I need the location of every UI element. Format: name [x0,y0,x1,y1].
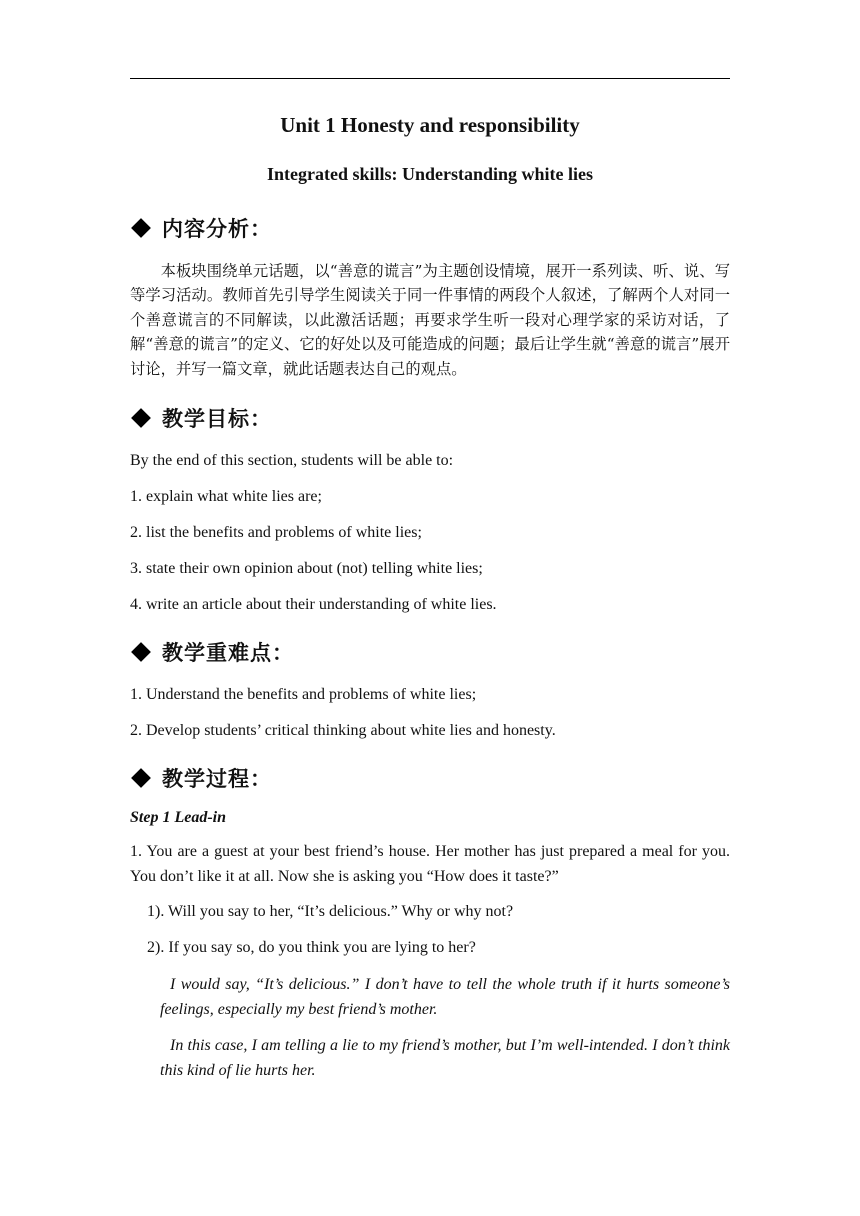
content-analysis-paragraph: 本板块围绕单元话题，以“善意的谎言”为主题创设情境，展开一系列读、听、说、写等学习活动。教师首先引导学生阅读关于同一件事情的两段个人叙述，了解两个人对同一个善意谎言的不同解读，以此激活话题；再要求学生听一段对心理学家的采访对话，了解“善意的谎言”的定义、它的好处以及可能造成的问题；最后让学生就“善意的谎言”展开讨论，并写一篇文章，就此话题表达自己的观点。 [130,262,730,378]
document-subtitle: Integrated skills: Understanding white lies [266,164,594,184]
lead-in-question: 1. You are a guest at your best friend’s house. Her mother has just prepared a meal for you. You don’t like it at all. Now she is asking you “How does it taste?” [130,843,730,886]
diamond-bullet-icon [131,768,151,788]
header-rule [130,78,730,79]
section-heading-procedure [130,763,730,793]
sub-question: 2). If you say so, do you think you are lying to her? [147,939,476,957]
heading-text: 内容分析： [162,217,272,241]
sample-answer: I would say, “It’s delicious.” I don’t have to tell the whole truth if it hurts someone’s feelings, especially my best friend’s mother. [160,976,730,1019]
diamond-bullet-icon [131,218,151,238]
section-heading-key-points [130,637,730,667]
sample-answer: In this case, I am telling a lie to my friend’s mother, but I’m well-intended. I don’t think this kind of lie hurts her. [160,1037,730,1080]
heading-text: 教学目标： [162,407,272,432]
section-heading-objectives [130,403,730,433]
document-body [130,113,730,1094]
diamond-bullet-icon [131,408,151,428]
section-heading-content-analysis [130,213,730,243]
document-title: Unit 1 Honesty and responsibility [280,113,580,137]
heading-text: 教学过程： [162,767,272,792]
objectives-intro: By the end of this section, students will be able to: [130,452,454,470]
diamond-bullet-icon [131,642,151,662]
objective-item: 4. write an article about their understanding of white lies. [130,596,497,614]
objective-item: 2. list the benefits and problems of white lies; [130,524,422,542]
step-title: Step 1 Lead-in [130,809,226,827]
objective-item: 3. state their own opinion about (not) telling white lies; [130,560,483,578]
sub-question: 1). Will you say to her, “It’s delicious.” Why or why not? [147,903,514,921]
heading-text: 教学重难点： [162,641,294,666]
objective-item: 1. explain what white lies are; [130,488,322,506]
key-point-item: 1. Understand the benefits and problems of white lies; [130,686,477,704]
key-point-item: 2. Develop students’ critical thinking about white lies and honesty. [130,722,556,740]
